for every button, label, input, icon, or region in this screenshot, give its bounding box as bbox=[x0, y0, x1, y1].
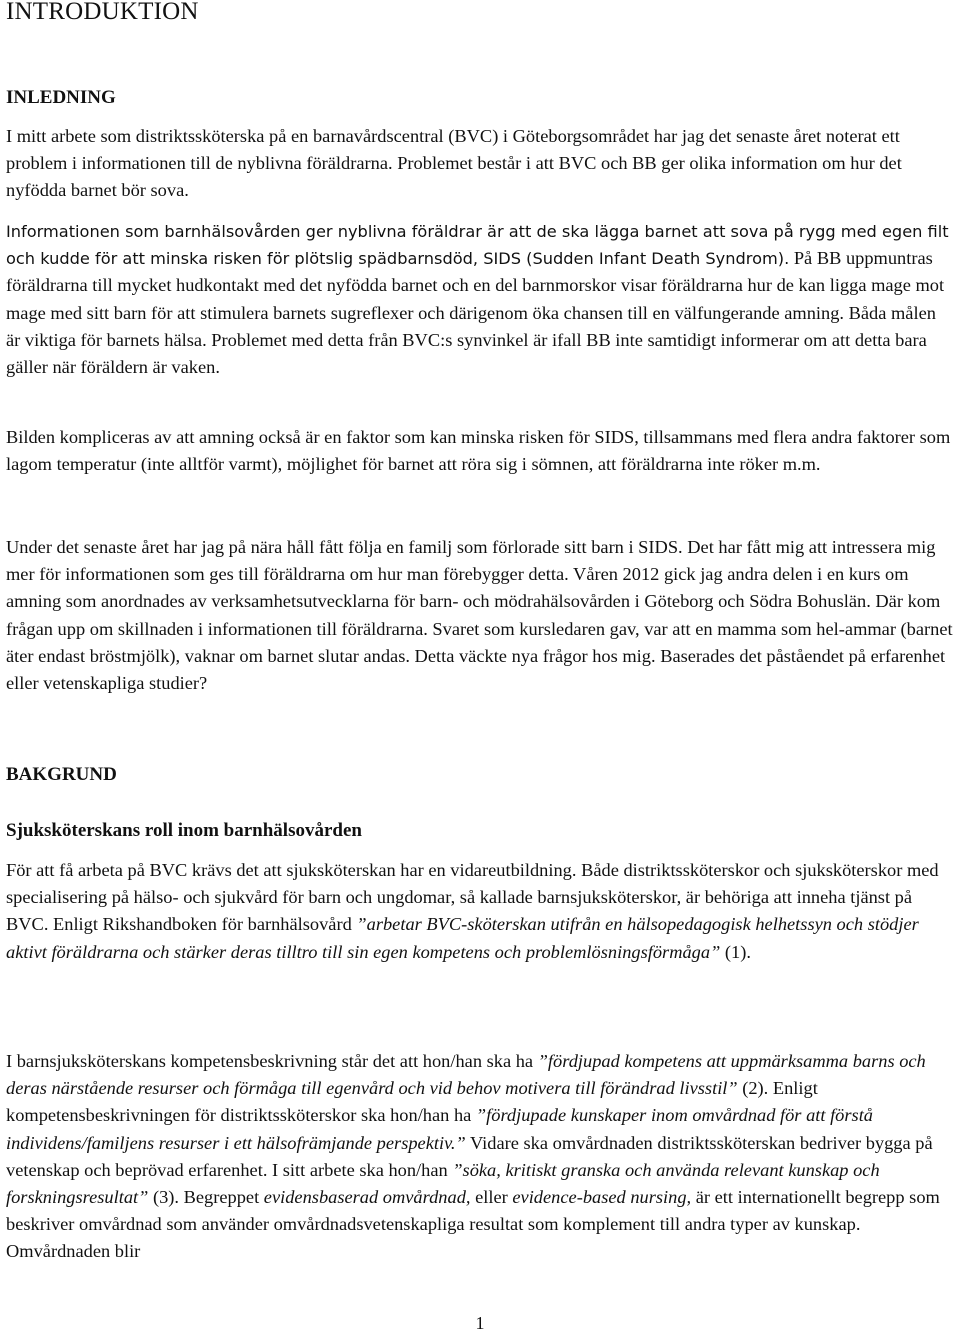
competence-text-f: är ett internationellt begrepp som beskriver omvårdnad som använder omvårdnadsvetenskapliga resultat som komplement till andra typer av kunskap. Omvårdnaden blir bbox=[6, 1187, 940, 1262]
competence-quote-2: ”fördjupade kunskaper inom omvårdnad för att förstå individens/familjens resurser i ett hälsofrämjande perspektiv.” bbox=[6, 1105, 874, 1153]
term-evidence-based-care: evidensbaserad omvårdnad, bbox=[263, 1187, 471, 1208]
paragraph-information bbox=[6, 218, 954, 381]
page-number: 1 bbox=[475, 1313, 485, 1333]
paragraph-experience: Under det senaste året har jag på nära håll fått följa en familj som förlorade sitt barn i SIDS. Det har fått mig att intressera mig mer för informationen som ges till föräldrarna om hur man förebygger detta. Våren 2012 gick jag andra delen i en kurs om amning som anordnades av verksamhetsutvecklarna för barn- och mödrahälsovården i Göteborg och Södra Bohuslän. Där kom frågan upp om skillnaden i informationen till föräldrarna. Svaret som kursledaren gav, var att en mamma som hel-ammar (barnet äter endast bröstmjölk), vaknar om barnet slutar andas. Detta väckte nya frågor hos mig. Baserades det påståendet på erfarenhet eller vetenskapliga studier? bbox=[6, 537, 953, 694]
competence-quote-3: ”söka, kritiskt granska och använda relevant kunskap och forskningsresultat” bbox=[6, 1159, 880, 1208]
paragraph-information-sans-text: Informationen som barnhälsovården ger nyblivna föräldrar är att de ska lägga barnet att sova på rygg med egen filt och kudde för att minska risken för plötslig spädbarnsdöd, SIDS (Sudden Infant Death Syndrom). bbox=[6, 222, 949, 269]
paragraph-competence bbox=[6, 1048, 954, 1266]
subheading-nurse-role: Sjuksköterskans roll inom barnhälsovården bbox=[6, 820, 362, 841]
paragraph-complication: Bilden kompliceras av att amning också är en faktor som kan minska risken för SIDS, tillsammans med flera andra faktorer som lagom temperatur (inte alltför varmt), möjlighet för barnet att röra sig i sömnen, att föräldrarna inte röker m.m. bbox=[6, 427, 951, 475]
document-title: INTRODUKTION bbox=[6, 0, 199, 25]
paragraph-bvc-text: För att få arbeta på BVC krävs det att sjuksköterskan har en vidareutbildning. Både distriktssköterskor och sjuksköterskor med specialisering på hälso- och sjukvård för barn och ungdomar, så kallade barnsjuksköterskor, är behöriga att inneha tjänst på BVC. Enligt Rikshandboken för barnhälsovård bbox=[6, 860, 939, 935]
competence-text-d: (3). Begreppet bbox=[148, 1187, 264, 1208]
competence-text-e: eller bbox=[470, 1187, 513, 1208]
paragraph-information-bb-text: På BB uppmuntras föräldrarna till mycket hudkontakt med det nyfödda barnet och en del barnmorskor visar föräldrarna hur de kan ligga mage mot mage med sitt barn för att stimulera barnets sugreflexer och därigenom öka chansen till en välfungerande amning. Båda målen är viktiga för barnets hälsa. bbox=[6, 248, 945, 350]
competence-text-a: I barnsjuksköterskans kompetensbeskrivning står det att hon/han ska ha bbox=[6, 1051, 538, 1071]
competence-text-c: Vidare ska omvårdnaden distriktssköterskan bedriver bygga på vetenskap och beprövad erfarenhet. I sitt arbete ska hon/han bbox=[6, 1132, 933, 1180]
term-evidence-based-nursing: evidence-based nursing, bbox=[512, 1187, 692, 1208]
document-page bbox=[6, 0, 954, 1333]
paragraph-information-problem-text: Problemet med detta från BVC:s synvinkel är ifall BB inte samtidigt informerar om att detta bara gäller när föräldern är vaken. bbox=[6, 329, 927, 378]
competence-quote-1: ”fördjupad kompetens att uppmärksamma barns och deras närstående resurser och förmåga till egenvård och vid behov motivera till förändrad livsstil” bbox=[6, 1051, 926, 1099]
reference-1: (1). bbox=[720, 941, 751, 962]
paragraph-bvc-education bbox=[6, 857, 954, 966]
heading-bakgrund: BAKGRUND bbox=[6, 764, 117, 785]
heading-inledning: INLEDNING bbox=[6, 87, 116, 108]
rikshandbok-quote: ”arbetar BVC-sköterskan utifrån en hälsopedagogisk helhetssyn och stödjer aktivt föräldrarna och stärker deras tilltro till sin egen kompetens och problemlösningsförmåga” bbox=[6, 914, 919, 962]
competence-text-b: (2). Enligt kompetensbeskrivningen för distriktssköterskor ska hon/han ha bbox=[6, 1078, 818, 1126]
paragraph-intro: I mitt arbete som distriktssköterska på en barnavårdscentral (BVC) i Göteborgsområdet har jag det senaste året noterat ett problem i informationen till de nyblivna föräldrarna. Problemet består i att BVC och BB ger olika information om hur det nyfödda barnet bör sova. bbox=[6, 126, 902, 201]
